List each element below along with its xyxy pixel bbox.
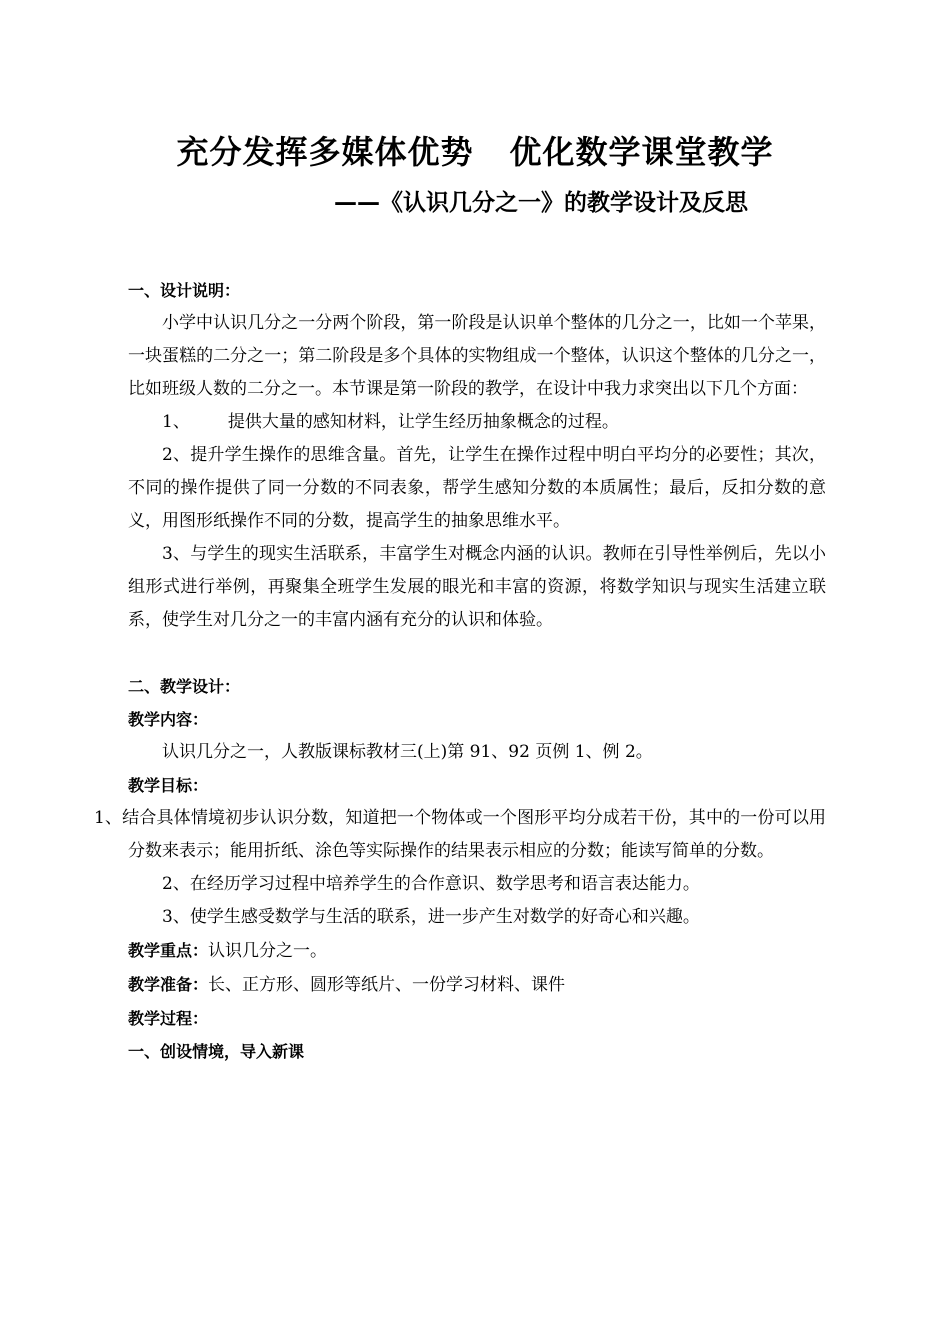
section-spacer bbox=[128, 637, 826, 670]
teaching-content-text: 认识几分之一，人教版课标教材三(上)第 91、92 页例 1、例 2。 bbox=[162, 742, 653, 762]
teaching-process-label: 教学过程： bbox=[128, 1009, 209, 1028]
section-1-heading: 一、设计说明： bbox=[128, 281, 241, 300]
teaching-prep-label: 教学准备： bbox=[128, 975, 209, 994]
design-point-1 bbox=[128, 406, 826, 439]
teaching-goal-2: 2、在经历学习过程中培养学生的合作意识、数学思考和语言表达能力。 bbox=[162, 874, 700, 894]
teaching-prep bbox=[128, 968, 826, 1002]
process-step-1: 一、创设情境，导入新课 bbox=[128, 1042, 305, 1061]
design-point-2: 2、提升学生操作的思维含量。首先，让学生在操作过程中明白平均分的必要性；其次，不同的操作提供了同一分数的不同表象，帮学生感知分数的本质属性；最后，反扣分数的意义，用图形纸操作不同的分数，提高学生的抽象思维水平。 bbox=[128, 445, 826, 531]
teaching-focus-text: 认识几分之一。 bbox=[208, 941, 328, 961]
document-title bbox=[0, 130, 950, 174]
teaching-goal-3: 3、使学生感受数学与生活的联系，进一步产生对数学的好奇心和兴趣。 bbox=[162, 907, 700, 927]
section-2-heading: 二、教学设计： bbox=[128, 677, 241, 696]
teaching-prep-text: 长、正方形、圆形等纸片、一份学习材料、课件 bbox=[208, 975, 566, 995]
teaching-content-label: 教学内容： bbox=[128, 710, 209, 729]
teaching-focus bbox=[128, 934, 826, 968]
teaching-goals-label: 教学目标： bbox=[128, 776, 209, 795]
title-part-1: 充分发挥多媒体优势 bbox=[176, 133, 474, 171]
teaching-goal-1: 1、结合具体情境初步认识分数，知道把一个物体或一个图形平均分成若干份，其中的一份可以用分数来表示；能用折纸、涂色等实际操作的结果表示相应的分数；能读写简单的分数。 bbox=[94, 808, 826, 861]
section-1-paragraph: 小学中认识几分之一分两个阶段，第一阶段是认识单个整体的几分之一，比如一个苹果，一块蛋糕的二分之一；第二阶段是多个具体的实物组成一个整体，认识这个整体的几分之一，比如班级人数的二分之一。本节课是第一阶段的教学，在设计中我力求突出以下几个方面： bbox=[128, 313, 826, 399]
teaching-focus-label: 教学重点： bbox=[128, 941, 209, 960]
design-point-3: 3、与学生的现实生活联系，丰富学生对概念内涵的认识。教师在引导性举例后，先以小组形式进行举例，再聚集全班学生发展的眼光和丰富的资源，将数学知识与现实生活建立联系，使学生对几分之一的丰富内涵有充分的认识和体验。 bbox=[128, 544, 826, 630]
document-subtitle: ——《认识几分之一》的教学设计及反思 bbox=[334, 190, 748, 216]
design-point-1-number: 1、 bbox=[162, 412, 190, 432]
design-point-1-text: 提供大量的感知材料，让学生经历抽象概念的过程。 bbox=[227, 412, 619, 432]
document-body bbox=[94, 274, 826, 1068]
title-part-2: 优化数学课堂教学 bbox=[509, 133, 774, 171]
